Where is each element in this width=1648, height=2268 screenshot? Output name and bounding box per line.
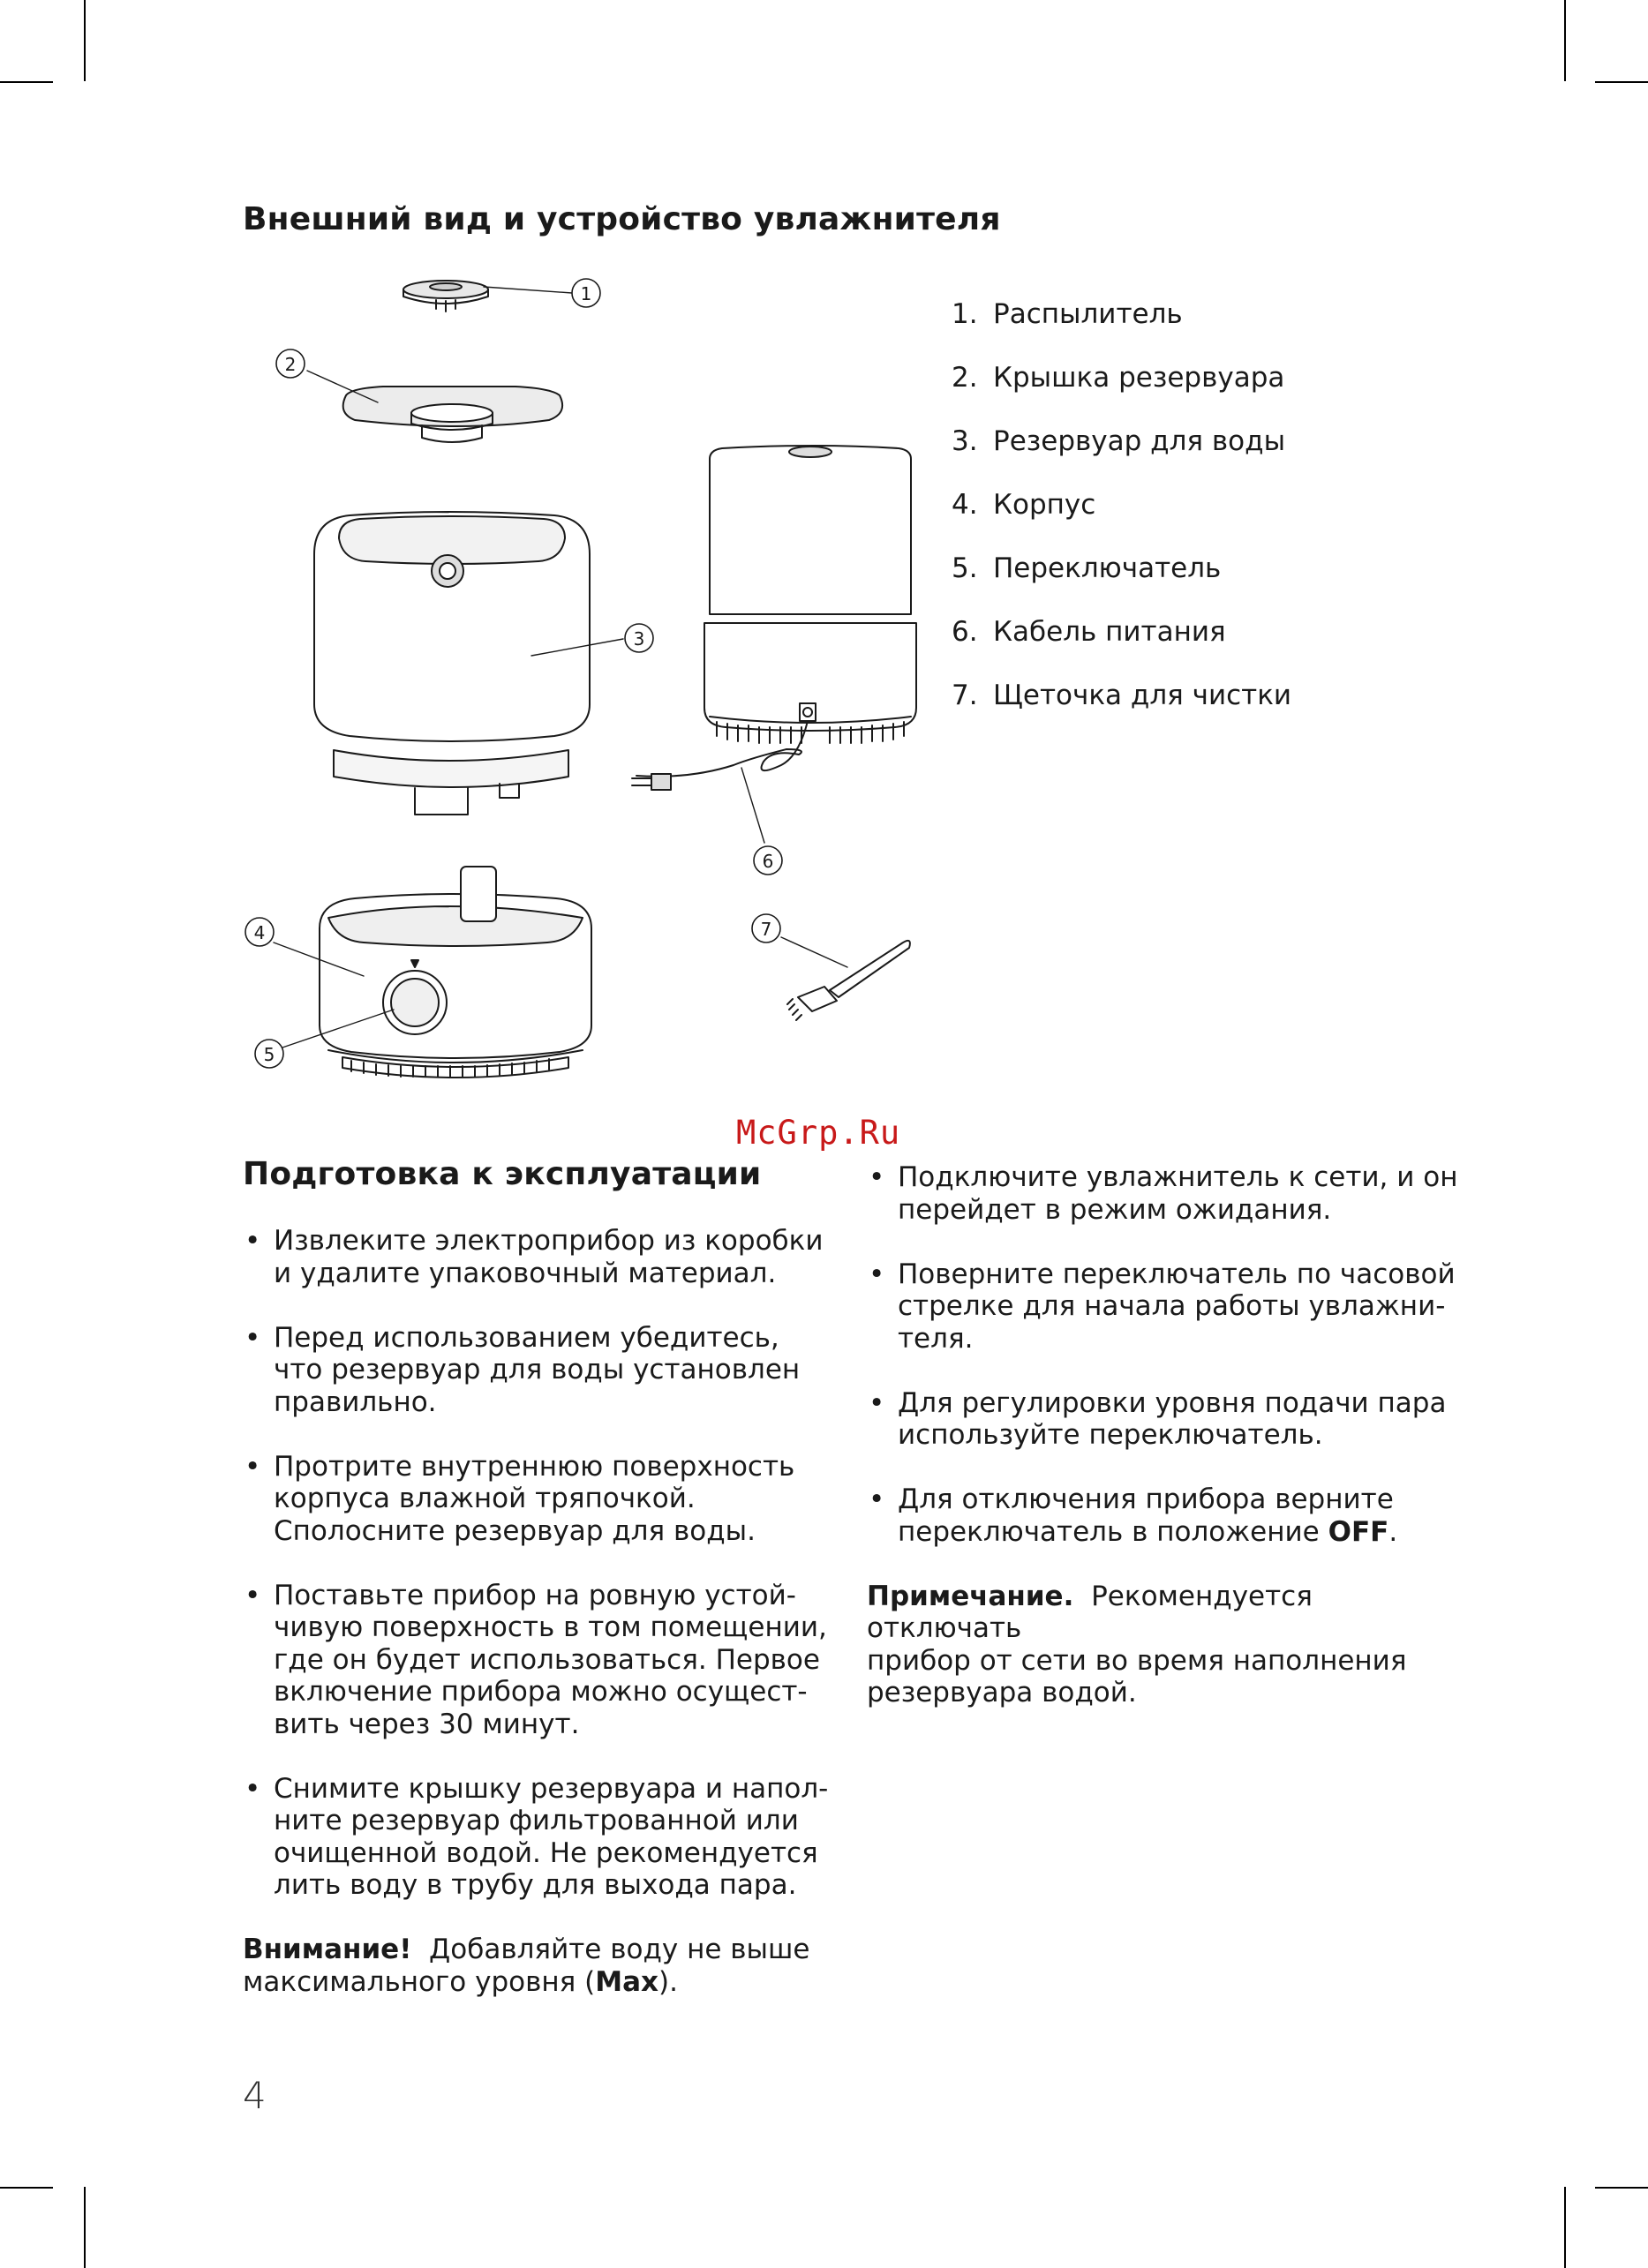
parts-list-item: 3. Резервуар для воды <box>952 425 1286 457</box>
parts-list-item: 5. Переключатель <box>952 552 1222 584</box>
remark-note: Примечание. Рекомендуется отключать прибор от сети во время наполнения резервуара водой. <box>867 1580 1407 1709</box>
reservoir-lid-part <box>343 387 562 442</box>
humidifier-exploded-diagram <box>230 256 936 1094</box>
left-column <box>243 1225 830 1998</box>
section-title-preparation: Подготовка к эксплуатации <box>243 1156 762 1192</box>
callout-label: 3 <box>633 628 645 650</box>
crop-mark <box>84 0 86 81</box>
bullet-item: • Поставьте прибор на ровную устой- чивую поверхность в том помещении, где он будет использоваться. Первое включение прибора можно осущест- вить через 30 минут. <box>243 1580 830 1741</box>
parts-list <box>952 298 1569 743</box>
crop-mark <box>84 2187 86 2268</box>
parts-list-item: 1. Распылитель <box>952 298 1183 330</box>
bullet-item: • Для регулировки уровня подачи пара используйте переключатель. <box>867 1387 1467 1452</box>
page-number: 4 <box>243 2074 267 2117</box>
callout-label: 5 <box>263 1044 275 1065</box>
right-column <box>867 1161 1467 1709</box>
callout-label: 1 <box>580 283 592 304</box>
parts-list-item: 4. Корпус <box>952 489 1096 521</box>
callout-label: 6 <box>762 851 774 872</box>
crop-mark <box>1564 2187 1566 2268</box>
bullet-item: • Поверните переключатель по часовой стрелке для начала работы увлажни- теля. <box>867 1258 1467 1356</box>
cleaning-brush-part <box>787 941 910 1020</box>
parts-list-item: 6. Кабель питания <box>952 616 1226 648</box>
bullet-item: • Снимите крышку резервуара и напол- ните резервуар фильтрованной или очищенной водой. Не рекомендуется лить воду в трубу для выхода пара. <box>243 1773 830 1902</box>
crop-mark <box>1564 0 1566 81</box>
water-reservoir-part <box>314 512 590 815</box>
crop-mark <box>1595 2187 1648 2189</box>
bullet-item: • Извлеките электроприбор из коробки и удалите упаковочный материал. <box>243 1225 830 1289</box>
callout-label: 2 <box>284 354 297 375</box>
watermark: McGrp.Ru <box>736 1114 901 1152</box>
bullet-item: • Протрите внутреннюю поверхность корпуса влажной тряпочкой. Сполосните резервуар для воды. <box>243 1451 830 1548</box>
bullet-item: • Для отключения прибора верните переключатель в положение OFF. <box>867 1483 1467 1548</box>
crop-mark <box>1595 81 1648 83</box>
assembled-humidifier <box>704 446 916 743</box>
base-housing-part <box>320 867 591 1078</box>
callout-label: 4 <box>253 922 266 943</box>
atomizer-part <box>403 281 488 312</box>
warning-note: Внимание! Добавляйте воду не выше максимального уровня (Max). <box>243 1934 810 1998</box>
parts-list-item: 2. Крышка резервуара <box>952 362 1285 394</box>
crop-mark <box>0 2187 53 2189</box>
crop-mark <box>0 81 53 83</box>
parts-list-item: 7. Щеточка для чистки <box>952 680 1292 711</box>
power-cable-part <box>632 721 808 790</box>
bullet-item: • Подключите увлажнитель к сети, и он перейдет в режим ожидания. <box>867 1161 1467 1226</box>
callout-label: 7 <box>760 919 772 940</box>
bullet-item: • Перед использованием убедитесь, что резервуар для воды установлен правильно. <box>243 1322 830 1419</box>
section-title-appearance: Внешний вид и устройство увлажнителя <box>243 201 1001 237</box>
